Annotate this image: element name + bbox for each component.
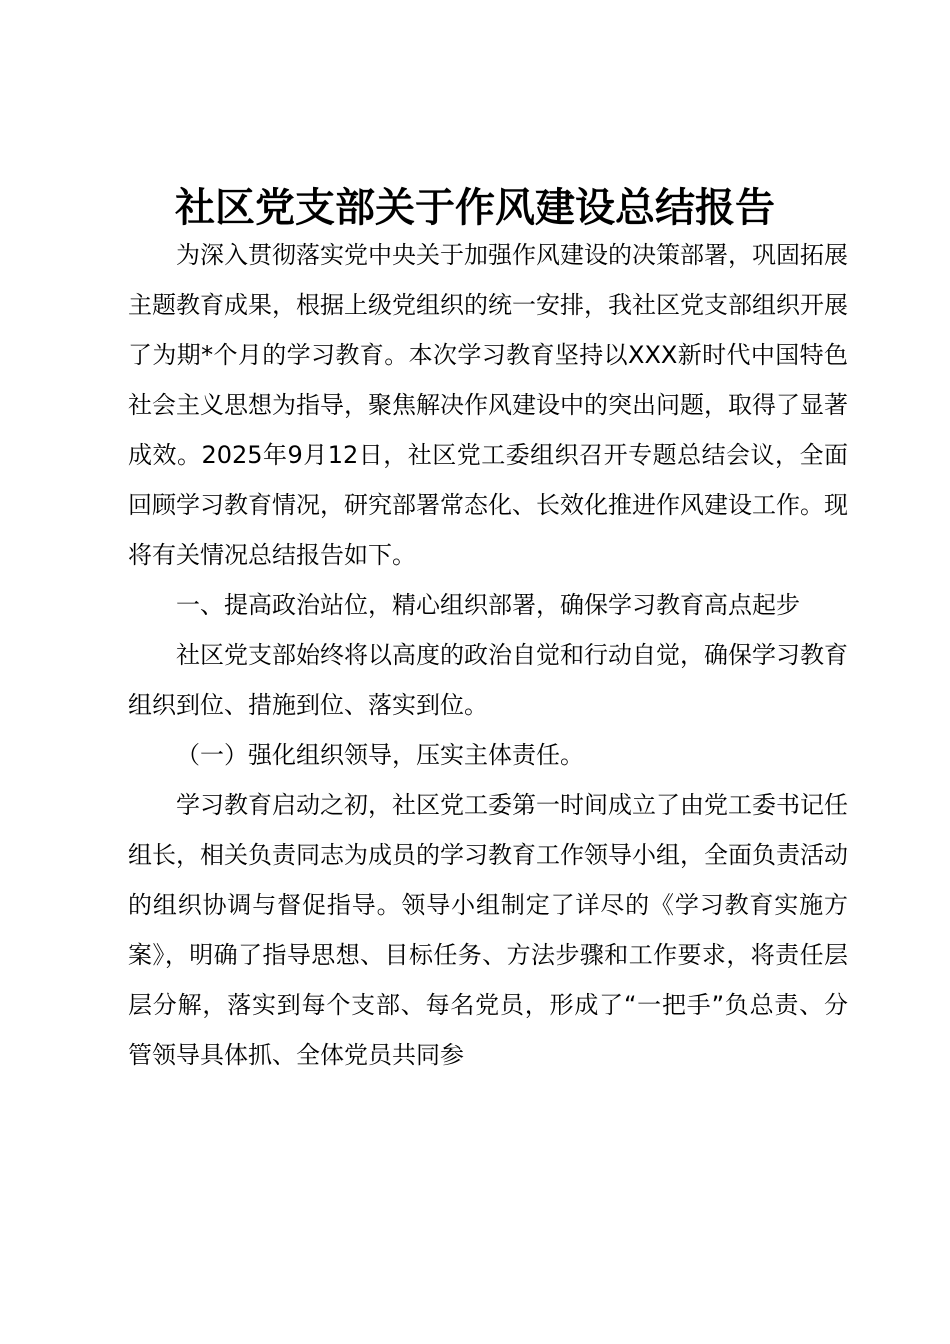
section-1-paragraph: 社区党支部始终将以高度的政治自觉和行动自觉，确保学习教育组织到位、措施到位、落实到位。 [128, 641, 848, 719]
subsection-heading-1: （一）强化组织领导，压实主体责任。 [176, 741, 584, 769]
document-title: 社区党支部关于作风建设总结报告 [175, 185, 775, 231]
intro-paragraph: 为深入贯彻落实党中央关于加强作风建设的决策部署，巩固拓展主题教育成果，根据上级党组织的统一安排，我社区党支部组织开展了为期*个月的学习教育。本次学习教育坚持以XXX新时代中国特色社会主义思想为指导，聚焦解决作风建设中的突出问题，取得了显著成效。2025年9月12日，社区党工委组织召开专题总结会议，全面回顾学习教育情况，研究部署常态化、长效化推进作风建设工作。现将有关情况总结报告如下。 [128, 241, 848, 569]
section-heading-1: 一、提高政治站位，精心组织部署，确保学习教育高点起步 [176, 591, 800, 619]
document-body [128, 230, 848, 1080]
subsection-1-paragraph: 学习教育启动之初，社区党工委第一时间成立了由党工委书记任组长，相关负责同志为成员的学习教育工作领导小组，全面负责活动的组织协调与督促指导。领导小组制定了详尽的《学习教育实施方案》，明确了指导思想、目标任务、方法步骤和工作要求，将责任层层分解，落实到每个支部、每名党员，形成了“一把手”负总责、分管领导具体抓、全体党员共同参 [128, 791, 848, 1069]
